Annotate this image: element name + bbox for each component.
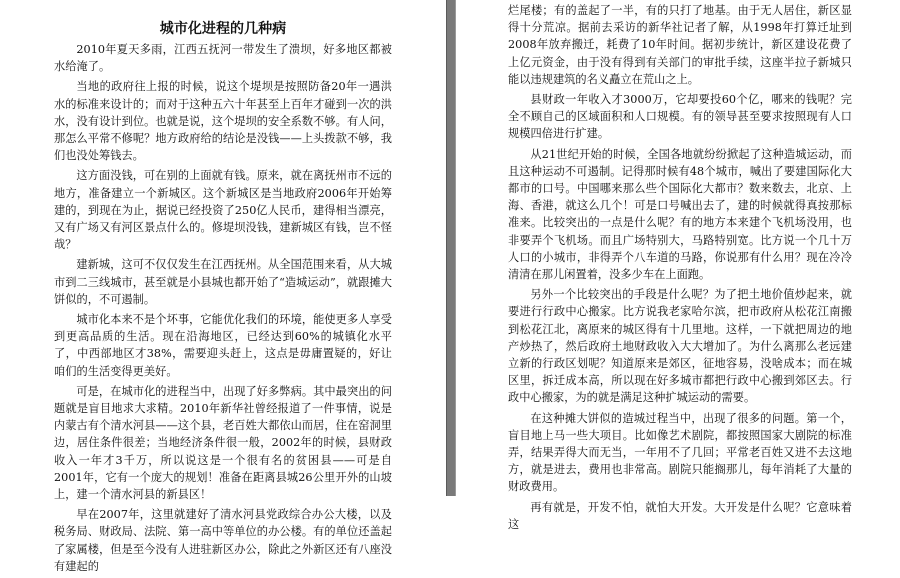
paragraph: 建新城，这可不仅仅发生在江西抚州。从全国范围来看，从大城市到二三线城市，甚至就是小县城也都开始了“造城运动”，就跟摊大饼似的，不可遏制。 [54, 258, 392, 306]
document-title: 城市化进程的几种病 [159, 21, 287, 37]
left-page [0, 0, 446, 573]
paragraph: 可是，在城市化的进程当中，出现了好多弊病。其中最突出的问题就是盲目地求大求精。2010年新华社曾经报道了一件事情，说是内蒙古有个清水河县——这个县，老百姓大都依山而居，住在窑洞里边，居住条件很差；当地经济条件很一般，2002年的时候，县财政收入一年才3千万，所以说这是一个很有名的贫困县——可是自2001年，它有一个庞大的规划！准备在距离县城26公里开外的山坡上，建一个清水河县的新县区！ [54, 384, 392, 502]
right-page [456, 0, 900, 531]
right-page-content [508, 2, 852, 536]
paragraph: 这方面没钱，可在别的上面就有钱。原来，就在离抚州市不远的地方，准备建立一个新城区。这个新城区是当地政府2006年开始筹建的，到现在为止，据说已经投资了250亿人民币，建得相当漂亮，又有广场又有河区景点什么的。修堤坝没钱，建新城区有钱，岂不怪哉？ [54, 169, 392, 252]
paragraph: 再有就是，开发不怕，就怕大开发。大开发是什么呢？它意味着这 [508, 500, 852, 531]
paragraph: 城市化本来不是个坏事，它能优化我们的环境，能使更多人享受到更高品质的生活。现在沿海地区，已经达到60%的城镇化水平了，中西部地区才38%，需要迎头赶上，这点是毋庸置疑的，好让咱们的生活变得更美好。 [54, 313, 392, 378]
paragraph: 另外一个比较突出的手段是什么呢？为了把土地价值炒起来，就要进行行政中心搬家。比方说我老家哈尔滨，把市政府从松花江南搬到松花江北，离原来的城区得有十几里地。这样，一下就把周边的地产炒热了，然后政府土地财政收入大大增加了。为什么离那么老远建立新的行政区划呢？知道原来是郊区，征地容易，没啥成本；而在城区里，拆迁成本高，所以现在好多城市都把行政中心搬到郊区去。行政中心搬家，为的就是满足这种扩城运动的需要。 [508, 288, 852, 405]
paragraph-continued: 烂尾楼；有的盖起了一半，有的只打了地基。由于无人居住，新区显得十分荒凉。据前去采访的新华社记者了解，从1998年打算迁址到2008年放弃搬迁，耗费了10年时间。据初步统计，新区建设花费了上亿元资金，由于没有得到有关部门的审批手续，这座半拉子新城只能以违规建筑的名义矗立在荒山之上。 [508, 4, 852, 86]
paragraph: 从21世纪开始的时候，全国各地就纷纷掀起了这种造城运动，而且这种运动不可遏制。记得那时候有48个城市，喊出了要建国际化大都市的口号。中国哪来那么些个国际化大都市？数来数去，北京、上海、香港，就这么几个！可是口号喊出去了，建的时候就得真按那标准来。比较突出的一点是什么呢？有的地方本来建个飞机场没用，也非要弄个飞机场。而且广场特别大，马路特别宽。比方说一个几十万人口的小城市，非得弄个八车道的马路，你说那有什么用？现在冷冷清清在那儿闲置着，没多少车在上面跑。 [508, 147, 852, 282]
paragraph: 在这种摊大饼似的造城过程当中，出现了很多的问题。第一个，盲目地上马一些大项目。比如像艺术剧院，都按照国家大剧院的标准弄，结果弄得大而无当，一年用不了几回；平常老百姓又进不去这地方，就是进去，费用也非常高。剧院只能搁那儿，每年消耗了大量的财政费用。 [508, 411, 852, 494]
page-divider [446, 0, 456, 496]
left-page-content [54, 20, 392, 578]
paragraph: 当地的政府往上报的时候，说这个堤坝是按照防备20年一遇洪水的标准来设计的；而对于这种五六十年甚至上百年才碰到一次的洪水，没有设计到位。也就是说，这个堤坝的安全系数不够。有人问，那怎么平常不修呢？地方政府给的结论是没钱——上头拨款不够，我们也没处筹钱去。 [54, 80, 392, 163]
paragraph: 2010年夏天多雨，江西五抚河一带发生了溃坝，好多地区都被水给淹了。 [54, 43, 392, 74]
paragraph: 县财政一年收入才3000万，它却要投60个亿，哪来的钱呢？完全不顾自己的区域面积和人口规模。有的领导甚至要求按照现有人口规模四倍进行扩建。 [508, 93, 852, 141]
paragraph: 早在2007年，这里就建好了清水河县党政综合办公大楼，以及税务局、财政局、法院、第一高中等单位的办公楼。有的单位还盖起了家属楼，但是至今没有人进驻新区办公，除此之外新区还有八座没有建起的 [54, 508, 392, 573]
